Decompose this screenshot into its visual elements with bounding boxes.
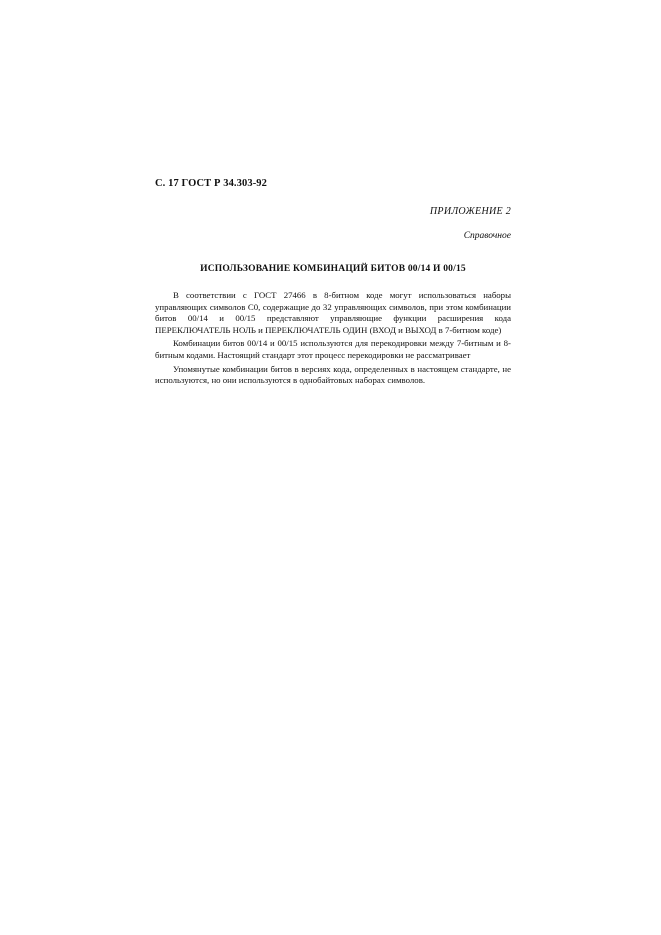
appendix-label: ПРИЛОЖЕНИЕ 2 [429,206,511,217]
page-header: С. 17 ГОСТ Р 34.303-92 [155,178,267,189]
paragraph-1: В соответствии с ГОСТ 27466 в 8-битном коде могут использоваться наборы управляющих символов С0, содержащие до 32 управляющих символов, при этом комбинации битов 00/14 и 00/15 представляют управляющие функции расширения кода ПЕРЕКЛЮЧАТЕЛЬ НОЛЬ и ПЕРЕКЛЮЧАТЕЛЬ ОДИН (ВХОД и ВЫХОД в 7-битном коде) [155,290,511,335]
body-text [155,290,511,387]
paragraph-2: Комбинации битов 00/14 и 00/15 используются для перекодировки между 7-битным и 8-битным кодами. Настоящий стандарт этот процесс перекодировки не рассматривает [155,338,511,360]
document-title: ИСПОЛЬЗОВАНИЕ КОМБИНАЦИЙ БИТОВ 00/14 И 00/15 [200,264,466,274]
appendix-type: Справочное [463,231,511,241]
paragraph-3: Упомянутые комбинации битов в версиях кода, определенных в настоящем стандарте, не используются, но они используются в однобайтовых наборах символов. [155,363,511,386]
